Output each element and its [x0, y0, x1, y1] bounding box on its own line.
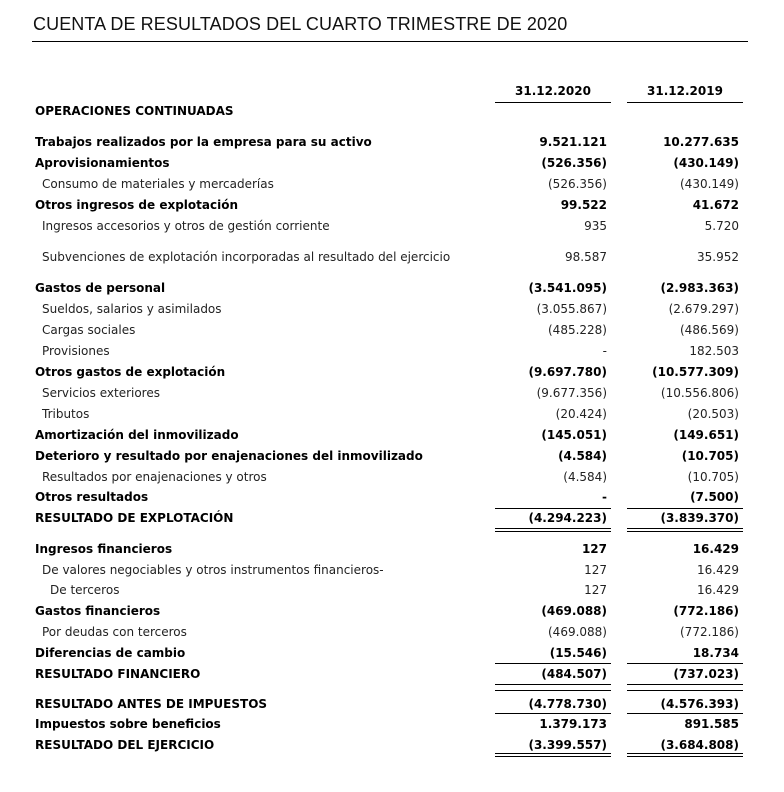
table-row: [0, 216, 784, 236]
total-rule: [495, 690, 611, 691]
row-label: Impuestos sobre beneficios: [35, 717, 221, 731]
row-label: Consumo de materiales y mercaderías: [42, 177, 274, 191]
row-label: RESULTADO DEL EJERCICIO: [35, 738, 215, 752]
total-rule: [627, 756, 743, 757]
value-2019: 16.429: [697, 583, 739, 597]
total-rule: [495, 508, 611, 509]
table-row: [0, 714, 784, 734]
row-label: Provisiones: [42, 344, 110, 358]
table-row: [0, 174, 784, 194]
value-2020: (526.356): [548, 177, 607, 191]
table-row: [0, 341, 784, 361]
row-label: Cargas sociales: [42, 323, 136, 337]
row-label: Gastos financieros: [35, 604, 161, 618]
table-row: [0, 539, 784, 559]
row-label: Diferencias de cambio: [35, 646, 186, 660]
value-2019: (430.149): [673, 156, 739, 170]
table-row: [0, 383, 784, 403]
row-label: Sueldos, salarios y asimilados: [42, 302, 222, 316]
value-2020: (9.677.356): [536, 386, 607, 400]
value-2019: (10.577.309): [652, 365, 739, 379]
table-row: [0, 247, 784, 267]
table-row: [0, 320, 784, 340]
table-row: [0, 425, 784, 445]
row-label: Otros resultados: [35, 490, 149, 504]
table-row: [0, 580, 784, 600]
value-2019: (149.651): [673, 428, 739, 442]
row-label: Resultados por enajenaciones y otros: [42, 470, 267, 484]
total-rule: [627, 684, 743, 685]
value-2020: (469.088): [548, 625, 607, 639]
table-row: [0, 467, 784, 487]
table-row: [0, 195, 784, 215]
row-label: Deterioro y resultado por enajenaciones del inmovilizado: [35, 449, 423, 463]
table-row: [0, 446, 784, 466]
row-label: Gastos de personal: [35, 281, 166, 295]
value-2019: 41.672: [692, 198, 739, 212]
value-2019: (10.556.806): [660, 386, 739, 400]
row-label: De terceros: [50, 583, 120, 597]
table-row: [0, 299, 784, 319]
total-rule: [627, 713, 743, 714]
value-2020: (485.228): [548, 323, 607, 337]
row-label: Servicios exteriores: [42, 386, 160, 400]
value-2020: (469.088): [541, 604, 607, 618]
row-label: Otros ingresos de explotación: [35, 198, 239, 212]
value-2019: (10.705): [687, 470, 739, 484]
total-rule: [495, 684, 611, 685]
total-rule: [627, 508, 743, 509]
row-label: Subvenciones de explotación incorporadas al resultado del ejercicio: [42, 250, 451, 264]
row-label: Por deudas con terceros: [42, 625, 187, 639]
value-2020: (3.055.867): [536, 302, 607, 316]
value-2020: (3.541.095): [528, 281, 607, 295]
value-2020: (4.584): [558, 449, 607, 463]
table-row: [0, 643, 784, 663]
table-row: [0, 735, 784, 755]
value-2020: (3.399.557): [528, 738, 607, 752]
row-label: RESULTADO ANTES DE IMPUESTOS: [35, 697, 268, 711]
row-label: RESULTADO DE EXPLOTACIÓN: [35, 511, 234, 525]
value-2020: (484.507): [541, 667, 607, 681]
value-2020: 127: [584, 563, 607, 577]
value-2019: (2.679.297): [668, 302, 739, 316]
table-row: [0, 560, 784, 580]
table-row: [0, 278, 784, 298]
table-row: [0, 132, 784, 152]
value-2020: 127: [581, 542, 607, 556]
value-2020: 127: [584, 583, 607, 597]
table-row: [0, 601, 784, 621]
value-2020: 1.379.173: [539, 717, 607, 731]
page-title: CUENTA DE RESULTADOS DEL CUARTO TRIMESTRE DE 2020: [33, 14, 568, 34]
total-rule: [495, 756, 611, 757]
row-label: Trabajos realizados por la empresa para su activo: [35, 135, 372, 149]
table-row: [0, 622, 784, 642]
value-2019: 891.585: [684, 717, 739, 731]
value-2020: (15.546): [549, 646, 607, 660]
value-2020: (20.424): [555, 407, 607, 421]
row-label: Aprovisionamientos: [35, 156, 170, 170]
row-label: Otros gastos de explotación: [35, 365, 226, 379]
value-2019: (3.684.808): [660, 738, 739, 752]
value-2019: (10.705): [681, 449, 739, 463]
value-2019: (20.503): [687, 407, 739, 421]
total-rule: [627, 531, 743, 532]
total-rule: [495, 713, 611, 714]
value-2020: (4.294.223): [528, 511, 607, 525]
table-row: [0, 508, 784, 528]
value-2019: (2.983.363): [660, 281, 739, 295]
value-2020: 935: [584, 219, 607, 233]
value-2019: 35.952: [697, 250, 739, 264]
table-row: [0, 153, 784, 173]
value-2020: 99.522: [560, 198, 607, 212]
value-2019: (772.186): [673, 604, 739, 618]
total-rule: [627, 528, 743, 529]
total-rule: [495, 753, 611, 754]
section-heading: OPERACIONES CONTINUADAS: [35, 104, 234, 118]
value-2020: (4.584): [563, 470, 607, 484]
value-2019: 16.429: [692, 542, 739, 556]
row-label: De valores negociables y otros instrumentos financieros-: [42, 563, 384, 577]
value-2019: 10.277.635: [663, 135, 739, 149]
total-rule: [495, 663, 611, 664]
value-2019: (486.569): [680, 323, 739, 337]
value-2020: -: [602, 490, 607, 504]
column-header-2019: 31.12.2019: [627, 84, 743, 103]
row-label: Ingresos financieros: [35, 542, 173, 556]
total-rule: [495, 531, 611, 532]
table-row: [0, 362, 784, 382]
table-row: [0, 404, 784, 424]
value-2019: 18.734: [692, 646, 739, 660]
total-rule: [627, 753, 743, 754]
value-2019: (4.576.393): [660, 697, 739, 711]
row-label: Amortización del inmovilizado: [35, 428, 239, 442]
value-2020: 9.521.121: [539, 135, 607, 149]
row-label: RESULTADO FINANCIERO: [35, 667, 201, 681]
table-row: [0, 694, 784, 714]
value-2020: (526.356): [541, 156, 607, 170]
value-2020: -: [602, 344, 607, 358]
value-2019: (7.500): [690, 490, 739, 504]
title-rule: [32, 41, 748, 42]
value-2019: (737.023): [673, 667, 739, 681]
value-2020: (145.051): [541, 428, 607, 442]
value-2019: 16.429: [697, 563, 739, 577]
total-rule: [627, 690, 743, 691]
table-row: [0, 664, 784, 684]
value-2020: 98.587: [565, 250, 607, 264]
value-2019: (3.839.370): [660, 511, 739, 525]
total-rule: [495, 528, 611, 529]
value-2019: 5.720: [704, 219, 739, 233]
value-2019: (772.186): [680, 625, 739, 639]
value-2020: (4.778.730): [528, 697, 607, 711]
table-row: [0, 487, 784, 507]
row-label: Tributos: [42, 407, 90, 421]
total-rule: [627, 663, 743, 664]
value-2019: 182.503: [689, 344, 739, 358]
column-header-2020: 31.12.2020: [495, 84, 611, 103]
value-2019: (430.149): [680, 177, 739, 191]
row-label: Ingresos accesorios y otros de gestión corriente: [42, 219, 330, 233]
value-2020: (9.697.780): [528, 365, 607, 379]
